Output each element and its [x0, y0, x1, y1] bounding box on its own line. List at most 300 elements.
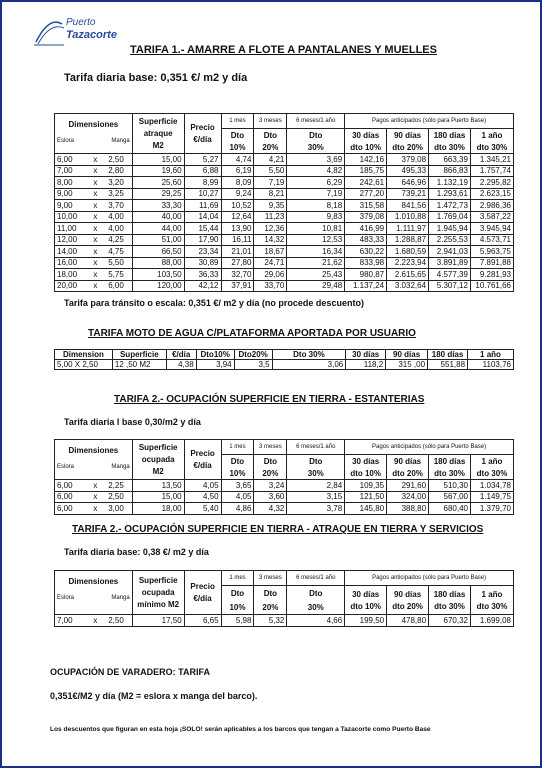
tarifa1-h-90dias-line: dto 20% [392, 142, 423, 152]
table-cell: 8,18 [287, 200, 345, 212]
tarifa1-h-90dias-line: 90 días [393, 130, 422, 140]
tarifa3-h-pagos: Pagos anticipados (sólo para Puerto Base) [345, 571, 514, 586]
table-cell: 19,60 [132, 165, 184, 177]
table-cell: 7.891,88 [470, 257, 513, 269]
table-cell: x [90, 503, 100, 515]
table-cell: 483,33 [345, 234, 387, 246]
tarifa2-h-30dias-line: dto 10% [350, 468, 381, 478]
logo-line1: Puerto [66, 17, 96, 28]
tarifa1-h-1mes: 1 mes [221, 114, 254, 129]
table-cell: 3.945,94 [470, 223, 513, 235]
table-cell: 388,80 [387, 503, 429, 515]
tarifa3-h-180dias-line: 180 días [433, 589, 466, 599]
table-cell: x [90, 234, 100, 246]
tarifa1-h-180dias [429, 129, 471, 154]
tarifa2-h-3meses-dto: Dto [254, 455, 287, 468]
moto-cell: 4,38 [166, 360, 196, 370]
tarifa3-h-180dias [429, 586, 471, 615]
table-row [55, 480, 514, 492]
table-cell: 2,50 [100, 615, 132, 627]
table-cell: 11,69 [184, 200, 221, 212]
table-cell: 16,34 [287, 246, 345, 258]
table-cell: 42,12 [184, 280, 221, 292]
table-cell: 630,22 [345, 246, 387, 258]
tarifa2-h-90dias-line: 90 días [394, 456, 422, 466]
tarifa2-estanterias-table [54, 439, 514, 515]
tarifa2-h-precio [184, 440, 221, 480]
table-cell: 4.577,39 [429, 269, 471, 281]
table-cell: 2.255,53 [429, 234, 471, 246]
tarifa1-h-precio [184, 114, 221, 154]
tarifa2-header-row [55, 440, 514, 455]
table-cell: 7,19 [287, 188, 345, 200]
table-cell: 291,60 [387, 480, 429, 492]
tarifa2-h-1mes-dto: Dto [221, 455, 254, 468]
tarifa1-h-superficie-line: Superficie [138, 117, 178, 126]
tarifa3-header-row [55, 571, 514, 586]
tarifa3-h-dimensiones-label: Dimensiones [68, 577, 119, 586]
tarifa3-h-manga: Manga [111, 595, 130, 601]
table-cell: 9.281,93 [470, 269, 513, 281]
table-cell: 1.149,75 [470, 491, 513, 503]
table-cell: 3.891,89 [429, 257, 471, 269]
table-cell: 17,90 [184, 234, 221, 246]
tarifa2-h-180dias [429, 455, 471, 480]
table-cell: 1.293,61 [429, 188, 471, 200]
tarifa3-h-1ano-line: dto 30% [476, 601, 508, 611]
moto-h-1ano: 1 año [468, 350, 514, 360]
table-cell: 4,25 [100, 234, 132, 246]
table-cell: 12,00 [55, 234, 91, 246]
tarifa3-h-superficie-line: ocupada [141, 588, 175, 597]
table-cell: 6,00 [55, 503, 91, 515]
port-logo [32, 14, 117, 48]
table-cell: 8,09 [221, 177, 254, 189]
table-cell: 9,00 [55, 188, 91, 200]
tarifa1-header-row [55, 114, 514, 129]
tarifa3-h-1mes-pct: 10% [221, 600, 254, 615]
table-cell: 324,00 [387, 491, 429, 503]
table-cell: 1.010,88 [387, 211, 429, 223]
table-cell: 10,27 [184, 188, 221, 200]
table-cell: 12,64 [221, 211, 254, 223]
table-cell: 5,50 [254, 165, 287, 177]
tarifa3-h-90dias-line: dto 20% [392, 601, 423, 611]
table-cell: 510,30 [429, 480, 471, 492]
table-cell: 10.761,66 [470, 280, 513, 292]
table-cell: 5,40 [184, 503, 221, 515]
table-cell: 5,32 [254, 615, 287, 627]
section1-base-rate: Tarifa diaria base: 0,351 €/ m2 y día [64, 72, 248, 84]
table-cell: 10,52 [221, 200, 254, 212]
table-cell: 3,25 [100, 188, 132, 200]
table-cell: 646,96 [387, 177, 429, 189]
tarifa1-h-pagos: Pagos anticipados (sólo para Puerto Base) [345, 114, 514, 129]
tarifa3-h-90dias [387, 586, 429, 615]
tarifa1-h-superficie-line: atraque [143, 129, 173, 138]
table-cell: 379,08 [387, 154, 429, 166]
tarifa3-h-6meses: 6 meses/1 año [287, 571, 345, 586]
transit-rate: Tarifa para tránsito o escala: 0,351 €/ m2 y día (no procede descuento) [64, 298, 364, 308]
table-cell: 13,50 [132, 480, 184, 492]
tarifa3-h-30dias [345, 586, 387, 615]
table-cell: 4,21 [254, 154, 287, 166]
table-cell: 37,91 [221, 280, 254, 292]
tarifa1-h-1mes-pct: 10% [221, 141, 254, 154]
table-cell: 1.137,24 [345, 280, 387, 292]
table-cell: 739,21 [387, 188, 429, 200]
table-cell: 4,05 [221, 491, 254, 503]
table-cell: 277,20 [345, 188, 387, 200]
tarifa2-atraque-table [54, 570, 514, 627]
tarifa2-h-1ano-line: 1 año [481, 456, 503, 466]
tarifa2-h-1ano-line: dto 30% [476, 468, 508, 478]
table-cell: 6,00 [100, 280, 132, 292]
moto-cell: 315 ,00 [386, 360, 428, 370]
tarifa1-h-1ano-line: 1 año [481, 130, 503, 140]
table-cell: 8,00 [55, 177, 91, 189]
tarifa3-h-superficie-line: mínimo M2 [137, 600, 180, 609]
table-cell: 3,69 [287, 154, 345, 166]
table-cell: 109,35 [345, 480, 387, 492]
table-cell: 4,86 [221, 503, 254, 515]
table-cell: x [90, 269, 100, 281]
table-cell: 1.111,97 [387, 223, 429, 235]
tarifa2-h-6meses: 6 meses/1 año [287, 440, 345, 455]
table-cell: 3,65 [221, 480, 254, 492]
table-cell: 7,00 [55, 615, 91, 627]
moto-h-30dias: 30 días [346, 350, 386, 360]
table-cell: 6,00 [55, 480, 91, 492]
tarifa2-h-3meses-pct: 20% [254, 467, 287, 480]
tarifa2-h-6meses-dto: Dto [287, 455, 345, 468]
table-cell: 7,19 [254, 177, 287, 189]
table-cell: x [90, 188, 100, 200]
table-cell: 670,32 [429, 615, 471, 627]
tarifa3-h-30dias-line: 30 días [352, 589, 380, 599]
table-cell: 25,43 [287, 269, 345, 281]
section3-title: TARIFA 2.- OCUPACIÓN SUPERFICIE EN TIERRA - ATRAQUE EN TIERRA Y SERVICIOS [72, 524, 484, 535]
tarifa1-h-30dias-line: dto 10% [350, 142, 381, 152]
table-cell: 4,05 [184, 480, 221, 492]
table-cell: 379,08 [345, 211, 387, 223]
moto-cell: 551,88 [428, 360, 468, 370]
tarifa2-h-1ano [470, 455, 513, 480]
tarifa1-h-180dias-line: dto 30% [434, 142, 465, 152]
table-cell: 120,00 [132, 280, 184, 292]
tarifa3-h-30dias-line: dto 10% [350, 601, 381, 611]
moto-cell: 3,94 [196, 360, 234, 370]
tarifa3-h-1mes: 1 mes [221, 571, 254, 586]
table-cell: 1.379,70 [470, 503, 513, 515]
table-cell: 1.132,19 [429, 177, 471, 189]
table-cell: 4,00 [100, 223, 132, 235]
tarifa3-h-3meses-dto: Dto [254, 586, 287, 601]
tarifa1-h-superficie [132, 114, 184, 154]
tarifa2-h-90dias [387, 455, 429, 480]
tarifa1-h-30dias [345, 129, 387, 154]
table-cell: 1.769,04 [429, 211, 471, 223]
table-cell: 14,04 [184, 211, 221, 223]
tarifa2-h-superficie [132, 440, 184, 480]
tarifa3-h-3meses: 3 meses [254, 571, 287, 586]
tarifa1-h-90dias [387, 129, 429, 154]
table-cell: 23,34 [184, 246, 221, 258]
table-cell: 1.757,74 [470, 165, 513, 177]
tarifa2-h-1mes-pct: 10% [221, 467, 254, 480]
table-row [55, 188, 514, 200]
table-cell: 3,15 [287, 491, 345, 503]
table-cell: 5,50 [100, 257, 132, 269]
table-cell: 3.032,64 [387, 280, 429, 292]
tarifa3-h-6meses-dto: Dto [287, 586, 345, 601]
section1-title: TARIFA 1.- AMARRE A FLOTE A PANTALANES Y MUELLES [130, 44, 437, 56]
table-row [55, 280, 514, 292]
table-cell: x [90, 257, 100, 269]
table-cell: 4,00 [100, 211, 132, 223]
moto-cell: 3,5 [234, 360, 272, 370]
table-cell: 142,16 [345, 154, 387, 166]
table-cell: x [90, 200, 100, 212]
table-cell: 16,11 [221, 234, 254, 246]
moto-h-dimension: Dimension [55, 350, 113, 360]
tarifa2-h-180dias-line: 180 días [433, 456, 466, 466]
varadero-title: OCUPACIÓN DE VARADERO: TARIFA [50, 667, 211, 677]
table-cell: 2.615,65 [387, 269, 429, 281]
table-cell: 32,70 [221, 269, 254, 281]
table-row [55, 246, 514, 258]
table-cell: 2.623,15 [470, 188, 513, 200]
table-cell: 2,80 [100, 165, 132, 177]
tarifa2-h-30dias [345, 455, 387, 480]
table-row [55, 200, 514, 212]
table-cell: x [90, 491, 100, 503]
moto-header-row [55, 350, 514, 360]
table-cell: 15,00 [132, 491, 184, 503]
tarifa3-h-6meses-pct: 30% [287, 600, 345, 615]
table-cell: 5.307,12 [429, 280, 471, 292]
table-row [55, 177, 514, 189]
tarifa3-h-1mes-dto: Dto [221, 586, 254, 601]
tarifa1-h-3meses: 3 meses [254, 114, 287, 129]
table-cell: 6,00 [55, 154, 91, 166]
table-row [55, 154, 514, 166]
logo-line2: Tazacorte [66, 29, 117, 41]
tarifa2-h-precio-line: Precio [190, 449, 215, 458]
table-row [55, 615, 514, 627]
table-cell: 16,00 [55, 257, 91, 269]
table-cell: 12,36 [254, 223, 287, 235]
tarifa1-h-1mes-dto: Dto [221, 129, 254, 142]
table-cell: 2,50 [100, 154, 132, 166]
moto-cell: 3,06 [272, 360, 346, 370]
tarifa2-h-3meses: 3 meses [254, 440, 287, 455]
table-cell: 9,24 [221, 188, 254, 200]
table-cell: 2.941,03 [429, 246, 471, 258]
moto-h-dto20: Dto20% [234, 350, 272, 360]
tarifa2-h-precio-line: €/día [193, 461, 212, 470]
table-cell: 841,56 [387, 200, 429, 212]
tarifa3-h-precio-line: Precio [190, 582, 215, 591]
section2-base-rate: Tarifa diaria l base 0,30/m2 y día [64, 417, 201, 427]
table-cell: 13,90 [221, 223, 254, 235]
table-cell: x [90, 165, 100, 177]
tarifa2-h-6meses-pct: 30% [287, 467, 345, 480]
table-cell: 4.573,71 [470, 234, 513, 246]
tarifa2-h-pagos: Pagos anticipados (sólo para Puerto Base) [345, 440, 514, 455]
table-cell: 185,75 [345, 165, 387, 177]
table-cell: 3,78 [287, 503, 345, 515]
table-row [55, 503, 514, 515]
tarifa2-h-manga: Manga [111, 464, 130, 470]
table-cell: 2,50 [100, 491, 132, 503]
tarifa3-h-eslora: Eslora [57, 595, 75, 601]
table-cell: 29,48 [287, 280, 345, 292]
table-cell: 8,21 [254, 188, 287, 200]
table-cell: 2.986,36 [470, 200, 513, 212]
anchor-wave-icon [32, 14, 66, 48]
table-cell: 11,00 [55, 223, 91, 235]
tarifa1-h-dimensiones [55, 114, 133, 154]
table-cell: 12,53 [287, 234, 345, 246]
moto-h-dto30: Dto 30% [272, 350, 346, 360]
table-cell: 40,00 [132, 211, 184, 223]
table-cell: 11,23 [254, 211, 287, 223]
table-cell: 27,80 [221, 257, 254, 269]
table-cell: 3,60 [254, 491, 287, 503]
table-cell: 1.945,94 [429, 223, 471, 235]
tarifa1-h-precio-line: €/día [193, 135, 212, 144]
table-cell: 4,66 [287, 615, 345, 627]
table-cell: 2,84 [287, 480, 345, 492]
tarifa1-h-3meses-pct: 20% [254, 141, 287, 154]
table-cell: 7,00 [55, 165, 91, 177]
tarifa2-h-1mes: 1 mes [221, 440, 254, 455]
table-cell: 145,80 [345, 503, 387, 515]
moto-cell: 1103,76 [468, 360, 514, 370]
table-cell: 6,88 [184, 165, 221, 177]
moto-cell: 118,2 [346, 360, 386, 370]
tarifa2-h-superficie-line: Superficie [138, 443, 178, 452]
tarifa3-h-180dias-line: dto 30% [434, 601, 465, 611]
table-cell: 30,89 [184, 257, 221, 269]
moto-title: TARIFA MOTO DE AGUA C/PLATAFORMA APORTADA POR USUARIO [88, 328, 416, 339]
table-cell: 88,00 [132, 257, 184, 269]
section3-base-rate: Tarifa diaria base: 0,38 €/ m2 y día [64, 547, 209, 557]
table-cell: 242,61 [345, 177, 387, 189]
table-cell: 33,30 [132, 200, 184, 212]
tarifa1-h-1ano [470, 129, 513, 154]
table-cell: 5,98 [221, 615, 254, 627]
table-cell: 833,98 [345, 257, 387, 269]
table-cell: 866,83 [429, 165, 471, 177]
moto-h-dto10: Dto10% [196, 350, 234, 360]
table-cell: 3,24 [254, 480, 287, 492]
tarifa2-h-dim-sub [57, 463, 130, 472]
table-row [55, 491, 514, 503]
table-cell: 9,35 [254, 200, 287, 212]
table-row [55, 211, 514, 223]
table-cell: x [90, 615, 100, 627]
table-cell: 14,00 [55, 246, 91, 258]
tarifa1-h-dim-sub [57, 137, 130, 146]
moto-cell: 12 ,50 M2 [112, 360, 166, 370]
table-row [55, 269, 514, 281]
tarifa3-h-superficie-line: Superficie [138, 576, 178, 585]
table-cell: 24,71 [254, 257, 287, 269]
tarifa1-h-6meses: 6 meses/1 año [287, 114, 345, 129]
tarifa1-h-6meses-dto: Dto [287, 129, 345, 142]
table-cell: 121,50 [345, 491, 387, 503]
tarifa3-h-3meses-pct: 20% [254, 600, 287, 615]
table-cell: 2.295,82 [470, 177, 513, 189]
table-cell: 3.587,22 [470, 211, 513, 223]
moto-h-superficie: Superficie [112, 350, 166, 360]
table-cell: 8,99 [184, 177, 221, 189]
table-cell: x [90, 211, 100, 223]
table-cell: 680,40 [429, 503, 471, 515]
table-cell: 980,87 [345, 269, 387, 281]
table-cell: 20,00 [55, 280, 91, 292]
table-cell: 567,00 [429, 491, 471, 503]
table-cell: 18,67 [254, 246, 287, 258]
table-cell: 416,99 [345, 223, 387, 235]
table-cell: 199,50 [345, 615, 387, 627]
table-cell: x [90, 480, 100, 492]
table-row [55, 257, 514, 269]
table-cell: 4,50 [184, 491, 221, 503]
table-cell: 29,06 [254, 269, 287, 281]
table-cell: 478,80 [387, 615, 429, 627]
table-cell: 2.223,94 [387, 257, 429, 269]
tarifa3-h-superficie [132, 571, 184, 615]
table-cell: 4,82 [287, 165, 345, 177]
tarifa1-h-180dias-line: 180 días [433, 130, 466, 140]
footer-note: Los descuentos que figuran en esta hoja ¡SOLO! serán aplicables a los barcos que tengan a Tazacorte como Puerto Base [50, 726, 431, 733]
table-cell: 663,39 [429, 154, 471, 166]
tarifa3-h-1ano-line: 1 año [481, 589, 503, 599]
table-cell: x [90, 154, 100, 166]
table-cell: 3,20 [100, 177, 132, 189]
tarifa2-h-superficie-line: ocupada [141, 455, 175, 464]
table-cell: 36,33 [184, 269, 221, 281]
table-cell: 33,70 [254, 280, 287, 292]
table-cell: 10,81 [287, 223, 345, 235]
tarifa3-h-precio-line: €/día [193, 594, 212, 603]
moto-h-180dias: 180 días [428, 350, 468, 360]
table-cell: 25,60 [132, 177, 184, 189]
table-cell: 6,65 [184, 615, 221, 627]
table-cell: 5,27 [184, 154, 221, 166]
table-cell: 51,00 [132, 234, 184, 246]
table-cell: 17,50 [132, 615, 184, 627]
table-cell: 3,00 [100, 503, 132, 515]
moto-h-90dias: 90 días [386, 350, 428, 360]
tarifa2-h-dimensiones [55, 440, 133, 480]
tarifa1-h-dimensiones-label: Dimensiones [68, 120, 119, 129]
tarifa2-h-90dias-line: dto 20% [392, 468, 423, 478]
table-cell: 4,32 [254, 503, 287, 515]
table-cell: 2,25 [100, 480, 132, 492]
tarifa1-h-superficie-line: M2 [152, 141, 164, 150]
varadero-rate: 0,351€/M2 y día (M2 = eslora x manga del barco). [50, 691, 258, 701]
table-cell: 5.963,75 [470, 246, 513, 258]
tarifa3-h-dimensiones [55, 571, 133, 615]
table-cell: 5,75 [100, 269, 132, 281]
tarifa1-h-1ano-line: dto 30% [476, 142, 508, 152]
tarifa2-h-eslora: Eslora [57, 464, 75, 470]
table-cell: 495,33 [387, 165, 429, 177]
